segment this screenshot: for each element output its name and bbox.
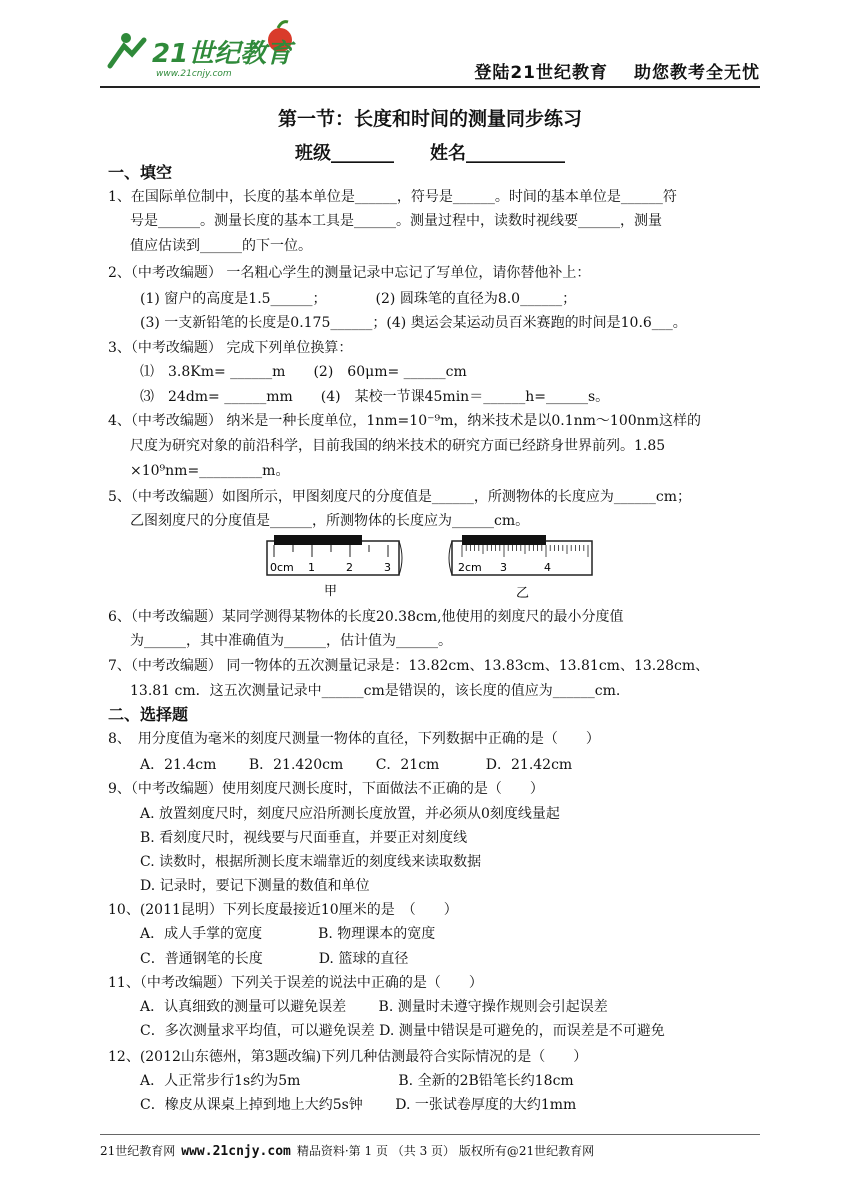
- ruler-figure: [262, 533, 602, 605]
- text-line: (1) 窗户的高度是1.5______； (2) 圆珠笔的直径为8.0______；: [140, 291, 577, 307]
- logo-url: www.21cnjy.com: [156, 69, 232, 79]
- slogan-left: 登陆21世纪教育: [474, 63, 608, 83]
- ruler-a-tick: 0cm: [270, 561, 294, 574]
- text-line: D. 记录时，要记下测量的数值和单位: [140, 878, 370, 894]
- runner-icon: [110, 40, 144, 66]
- text-line: (3) 一支新铅笔的长度是0.175______；(4) 奥运会某运动员百米赛跑的时间是10.6___。: [140, 315, 687, 331]
- text-line: C．多次测量求平均值，可以避免误差 D. 测量中错误是可避免的，而误差是不可避免: [140, 1023, 665, 1039]
- text-line: 号是______。测量长度的基本工具是______。测量过程中，读数时视线要______，测量: [130, 213, 662, 229]
- section-heading: 二、选择题: [108, 705, 189, 724]
- text-line: 7、（中考改编题） 同一物体的五次测量记录是：13.82cm、13.83cm、13.81cm、13.28cm、: [108, 658, 710, 674]
- text-line: A. 放置刻度尺时，刻度尺应沿所测长度放置，并必须从0刻度线量起: [140, 806, 560, 822]
- text-line: B. 看刻度尺时，视线要与尺面垂直，并要正对刻度线: [140, 830, 468, 846]
- text-line: 10、(2011昆明）下列长度最接近10厘米的是 （ ）: [108, 902, 458, 918]
- footer-url[interactable]: www.21cnjy.com: [181, 1144, 291, 1159]
- text-line: ⑴ 3.8Km= ______m (2) 60μm= ______cm: [140, 364, 467, 380]
- page-header: [100, 14, 760, 84]
- ruler-b-caption: 乙: [516, 586, 530, 601]
- ruler-a-tick: 1: [308, 561, 315, 574]
- text-line: C．普通钢笔的长度 D. 篮球的直径: [140, 951, 409, 967]
- footer-site: 21世纪教育网: [100, 1144, 176, 1158]
- ruler-a-caption: 甲: [324, 584, 338, 599]
- ruler-b: [449, 535, 592, 601]
- slogan-right: 助您教考全无忧: [634, 63, 760, 83]
- text-line: 6、（中考改编题）某同学测得某物体的长度20.38cm,他使用的刻度尺的最小分度值: [108, 609, 624, 625]
- text-line: ×10⁹nm=_________m。: [130, 463, 290, 479]
- site-logo: [100, 18, 320, 80]
- text-line: A．人正常步行1s约为5m B. 全新的2B铅笔长约18cm: [140, 1073, 574, 1089]
- text-line: 13.81 cm．这五次测量记录中______cm是错误的，该长度的值应为______cm.: [130, 683, 621, 699]
- text-line: 值应估读到______的下一位。: [130, 238, 312, 254]
- text-line: 尺度为研究对象的前沿科学，目前我国的纳米技术的研究方面已经跻身世界前列。1.85: [130, 438, 666, 454]
- text-line: 1、在国际单位制中，长度的基本单位是______，符号是______。时间的基本单位是______符: [108, 189, 677, 205]
- ruler-a-tick: 2: [346, 561, 353, 574]
- text-line: 2、（中考改编题） 一名粗心学生的测量记录中忘记了写单位，请你替他补上：: [108, 265, 591, 281]
- ruler-b-tick: 3: [500, 561, 507, 574]
- text-line: C. 读数时，根据所测长度末端靠近的刻度线来读取数据: [140, 854, 482, 870]
- text-line: 11、（中考改编题）下列关于误差的说法中正确的是（ ）: [108, 975, 483, 991]
- text-line: 8、 用分度值为毫米的刻度尺测量一物体的直径，下列数据中正确的是（ ）: [108, 731, 600, 747]
- measured-object: [274, 535, 362, 545]
- text-line: 3、（中考改编题） 完成下列单位换算：: [108, 340, 353, 356]
- section-heading: 一、填空: [108, 163, 173, 182]
- measured-object: [462, 535, 546, 545]
- ruler-b-tick: 2cm: [458, 561, 482, 574]
- text-line: 12、(2012山东德州，第3题改编)下列几种估测最符合实际情况的是（ ）: [108, 1049, 588, 1065]
- footer-page-info: 精品资料·第 1 页 （共 3 页） 版权所有@21世纪教育网: [296, 1144, 595, 1158]
- text-line: 为______，其中准确值为______，估计值为______。: [130, 633, 452, 649]
- text-line: A．认真细致的测量可以避免误差 B. 测量时未遵守操作规则会引起误差: [140, 999, 608, 1015]
- text-line: A．成人手掌的宽度 B. 物理课本的宽度: [140, 926, 436, 942]
- text-line: 9、（中考改编题）使用刻度尺测长度时，下面做法不正确的是（ ）: [108, 781, 544, 797]
- class-name-line: 班级_______ 姓名___________: [295, 143, 565, 164]
- text-line: 5、（中考改编题）如图所示，甲图刻度尺的分度值是______，所测物体的长度应为______cm；: [108, 489, 692, 505]
- text-line: 4、（中考改编题） 纳米是一种长度单位，1nm=10⁻⁹m，纳米技术是以0.1nm～100nm这样的: [108, 413, 701, 429]
- ruler-a-tick: 3: [384, 561, 391, 574]
- logo-text: 21世纪教育: [152, 39, 293, 69]
- header-slogan: [474, 58, 760, 83]
- header-divider: [100, 86, 760, 88]
- page-title: 第一节：长度和时间的测量同步练习: [277, 108, 582, 130]
- page-footer: [100, 1142, 760, 1159]
- text-line: ⑶ 24dm= ______mm (4) 某校一节课45min＝______h=______s。: [140, 389, 610, 405]
- ruler-a: [267, 535, 402, 599]
- text-line: 乙图刻度尺的分度值是______，所测物体的长度应为______cm。: [130, 513, 530, 529]
- ruler-b-tick: 4: [544, 561, 551, 574]
- footer-divider: [100, 1134, 760, 1135]
- text-line: A．21.4cm B．21.420cm C．21cm D．21.42cm: [140, 757, 573, 773]
- text-line: C．橡皮从课桌上掉到地上大约5s钟 D. 一张试卷厚度的大约1mm: [140, 1097, 577, 1113]
